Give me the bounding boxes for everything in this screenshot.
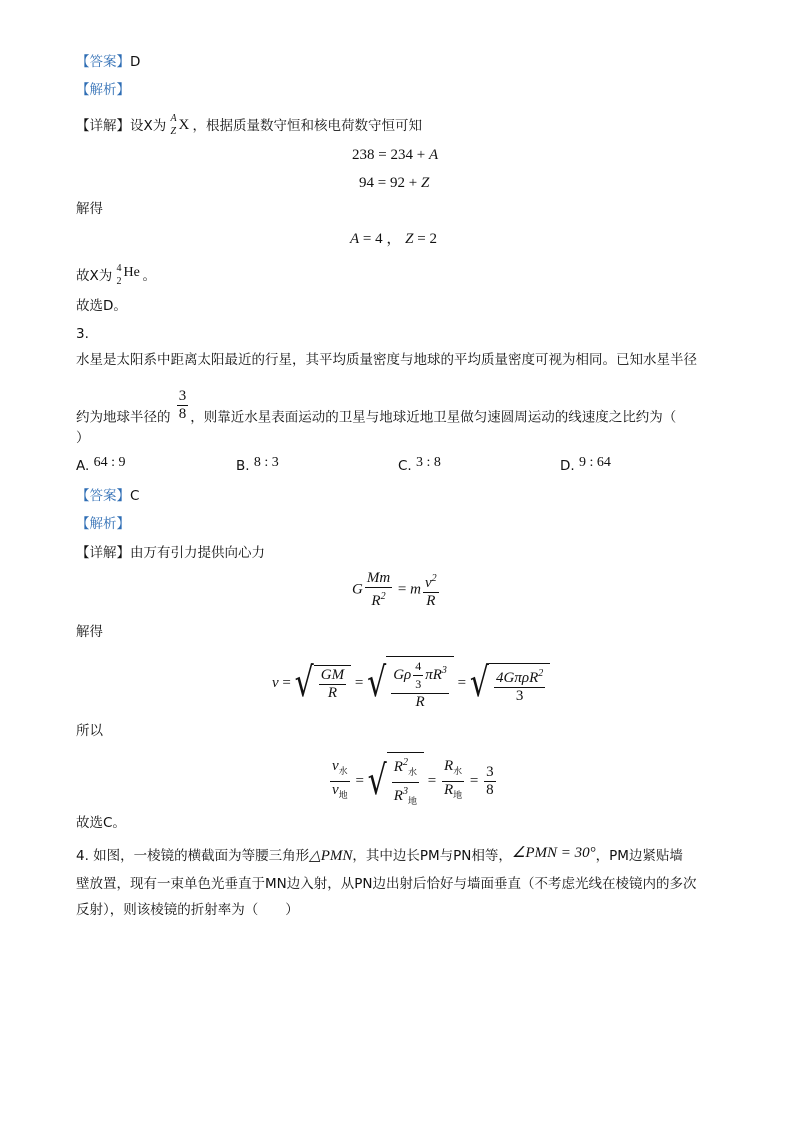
q2-answer-value: D [130,54,141,70]
q2-solve-label: 解得 [76,201,103,217]
sub-di-2: 地 [407,797,417,807]
option-d[interactable] [560,455,611,475]
q3-stem-1: 水星是太阳系中距离太阳最近的行星，其平均质量密度与地球的平均质量密度可视为相同。已知水星半径 [76,352,697,368]
q3-answer-tag: 【答案】 [76,488,130,504]
q2-nuclide-A: A [170,113,177,124]
option-b[interactable] [236,455,279,475]
gravitation-equation: G $\frac{Mm}{R^2}$ = m $\frac{v^2}{R}$ [352,570,437,609]
q3-solve-label: 解得 [76,624,103,640]
q3-detail-line [76,543,265,563]
q3-stem-3: ） [76,430,90,446]
result-a-var: A [350,231,360,247]
q2-detail-text-1: 设X为 [130,118,167,134]
q4-line-1-pre: 4. 如图，一棱镜的横截面为等腰三角形 [76,848,310,864]
velocity-equation: v = √ $\frac{GM}{R}$ = √ Gρ $\frac{4}{3}$ $\pi R^3$ R = √ $\frac{4G\pi\rho R^2}{3}$ [272,656,550,711]
q2-conclusion-post: 。 [142,268,157,284]
q2-conclusion-pre: 故X为 [76,268,113,284]
q2-detail-line [76,113,423,137]
q3-final: 故选C。 [76,815,126,831]
q3-detail-text: 由万有引力提供向心力 [130,545,265,561]
q2-equation-1: 238 = 234 + A [352,147,439,163]
q3-so-label: 所以 [76,723,103,739]
eq2-rhs-var: Z [420,175,430,191]
q4-line-2: 壁放置，现有一束单色光垂直于MN边入射，从PN边出射后恰好与墙面垂直（不考虑光线在棱镜内的多次 [76,876,697,892]
eq1-lhs: 238 [352,147,375,163]
option-a-value: 64 : 9 [93,455,126,470]
angle-expr: ∠PMN = 30° [511,845,596,861]
triangle-expr: △PMN [309,848,353,864]
eq1-rhs-num: 234 [390,147,413,163]
option-a-letter: A. [76,458,90,474]
q2-conclusion [76,263,157,287]
q2-analysis-tag: 【解析】 [76,82,130,98]
result-z-var: Z [405,231,414,247]
q2-final: 故选D。 [76,298,127,314]
option-b-letter: B. [236,458,250,474]
q3-stem-2-post: ，则靠近水星表面运动的卫星与地球近地卫星做匀速圆周运动的线速度之比约为（ [190,409,677,426]
helium-nuclide [116,263,143,287]
q2-nuclide-Z: Z [170,126,177,137]
option-c-letter: C. [398,458,412,474]
he-charge: 2 [116,276,122,287]
result-z-val: 2 [429,231,437,247]
q3-stem-2 [76,388,677,435]
q2-result: A = 4 ， Z = 2 [350,231,437,247]
q2-answer-line [76,52,140,72]
q4-line-3: 反射），则该棱镜的折射率为（ ） [76,902,299,918]
eq2-lhs: 94 [359,175,374,191]
q3-answer-line [76,486,139,506]
q2-detail-tag: 【详解】 [76,118,130,134]
he-symbol: He [123,265,140,280]
q3-answer-value: C [130,488,140,504]
sub-shui-1: 水 [338,767,348,777]
q3-stem-2-pre: 约为地球半径的 [76,409,171,426]
q4-line-1-post: ，PM边紧贴墙 [595,848,683,864]
q3-number: 3. [76,326,89,342]
option-c[interactable] [398,455,441,475]
option-b-value: 8 : 3 [253,455,279,470]
q2-answer-tag: 【答案】 [76,54,130,70]
eq1-rhs-var: A [428,147,439,163]
option-d-value: 9 : 64 [578,455,611,470]
q3-ratio-fraction [177,388,189,423]
option-a[interactable] [76,455,126,475]
option-c-value: 3 : 8 [416,455,441,470]
sub-di-3: 地 [453,791,463,801]
ratio-equation: $\frac{v_水}{v_地}$ = √ $\frac{R^2_水}{R^3_地}$ = $\frac{R_水}{R_地}$ = $\frac{3}{8}$ [328,752,498,811]
q4-line-1-mid: ，其中边长PM与PN相等， [352,848,512,864]
option-d-letter: D. [560,458,575,474]
q4-line-1 [76,846,683,866]
result-a-val: 4 [375,231,383,247]
q2-nuclide [170,113,193,137]
q3-analysis-tag: 【解析】 [76,516,130,532]
q2-nuclide-X: X [178,117,190,133]
sub-di-1: 地 [338,791,348,801]
eq2-rhs-num: 92 [389,175,405,191]
q3-detail-tag: 【详解】 [76,545,130,561]
q2-detail-text-2: ，根据质量数守恒和核电荷数守恒可知 [192,118,423,134]
sub-shui-2: 水 [407,768,417,778]
sub-shui-3: 水 [453,767,463,777]
ratio-den: 8 [178,406,187,422]
q2-equation-2: 94 = 92 + Z [359,175,430,191]
he-mass: 4 [116,263,122,274]
ratio-num: 3 [178,388,187,404]
